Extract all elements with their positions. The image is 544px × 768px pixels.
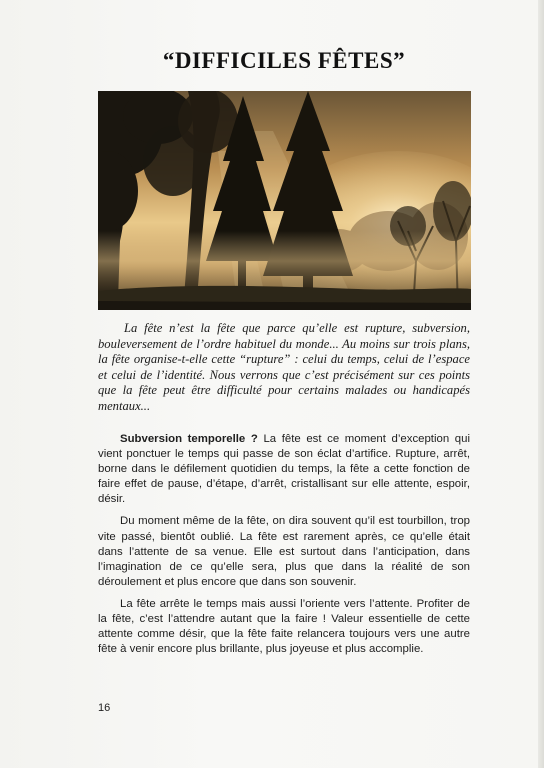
page-edge (538, 0, 544, 768)
misty-trees-sunrise-photo (98, 91, 471, 310)
intro-paragraph: La fête n’est la fête que parce qu’elle est rupture, subversion, bouleversement de l’ordre habituel du monde... Au moins sur trois plans, la fête organise-t-elle cette “rupture” : celui du temps, celui de l’espace et celui de l’identité. Nous verrons que c’est précisément sur ces points que la fête peut être difficulté pour certains malades ou handicapés mentaux... (98, 321, 470, 413)
paragraph-text: La fête arrête le temps mais aussi l’oriente vers l’attente. Profiter de la fête, c’est l’attendre autant que la faire ! Valeur essentielle de cette attente comme désir, que la fête faite relancera toujours vers une autre fête à venir encore plus brillante, plus joyeuse et plus accomplie. (98, 597, 470, 656)
paragraph-text: Du moment même de la fête, on dira souvent qu’il est tourbillon, trop vite passé, bientôt oublié. La fête est rarement après, ce qu’elle était dans l’attente de sa venue. Elle est surtout dans l’anticipation, dans l’imagination de ce qu’elle sera, plus que dans la réalité de son déroulement et plus encore que dans son souvenir. (98, 515, 470, 588)
paragraph-2 (98, 514, 470, 589)
paragraph-3 (98, 597, 470, 657)
page-number: 16 (98, 702, 111, 714)
paragraph-text: La fête est ce moment d’exception qui vient ponctuer le temps qui passe de son éclat d’artifice. Rupture, arrêt, borne dans le défilement quotidien du temps, la fête a cette fonction de faire effet de pause, d’étape, d’arrêt, cristallisant sur elle attente, espoir, désir. (98, 433, 470, 506)
body-text (98, 432, 470, 664)
paragraph-1 (98, 432, 470, 507)
page-title: “DIFFICILES FÊTES” (162, 48, 406, 73)
paragraph-lead: Subversion temporelle ? (120, 433, 258, 445)
